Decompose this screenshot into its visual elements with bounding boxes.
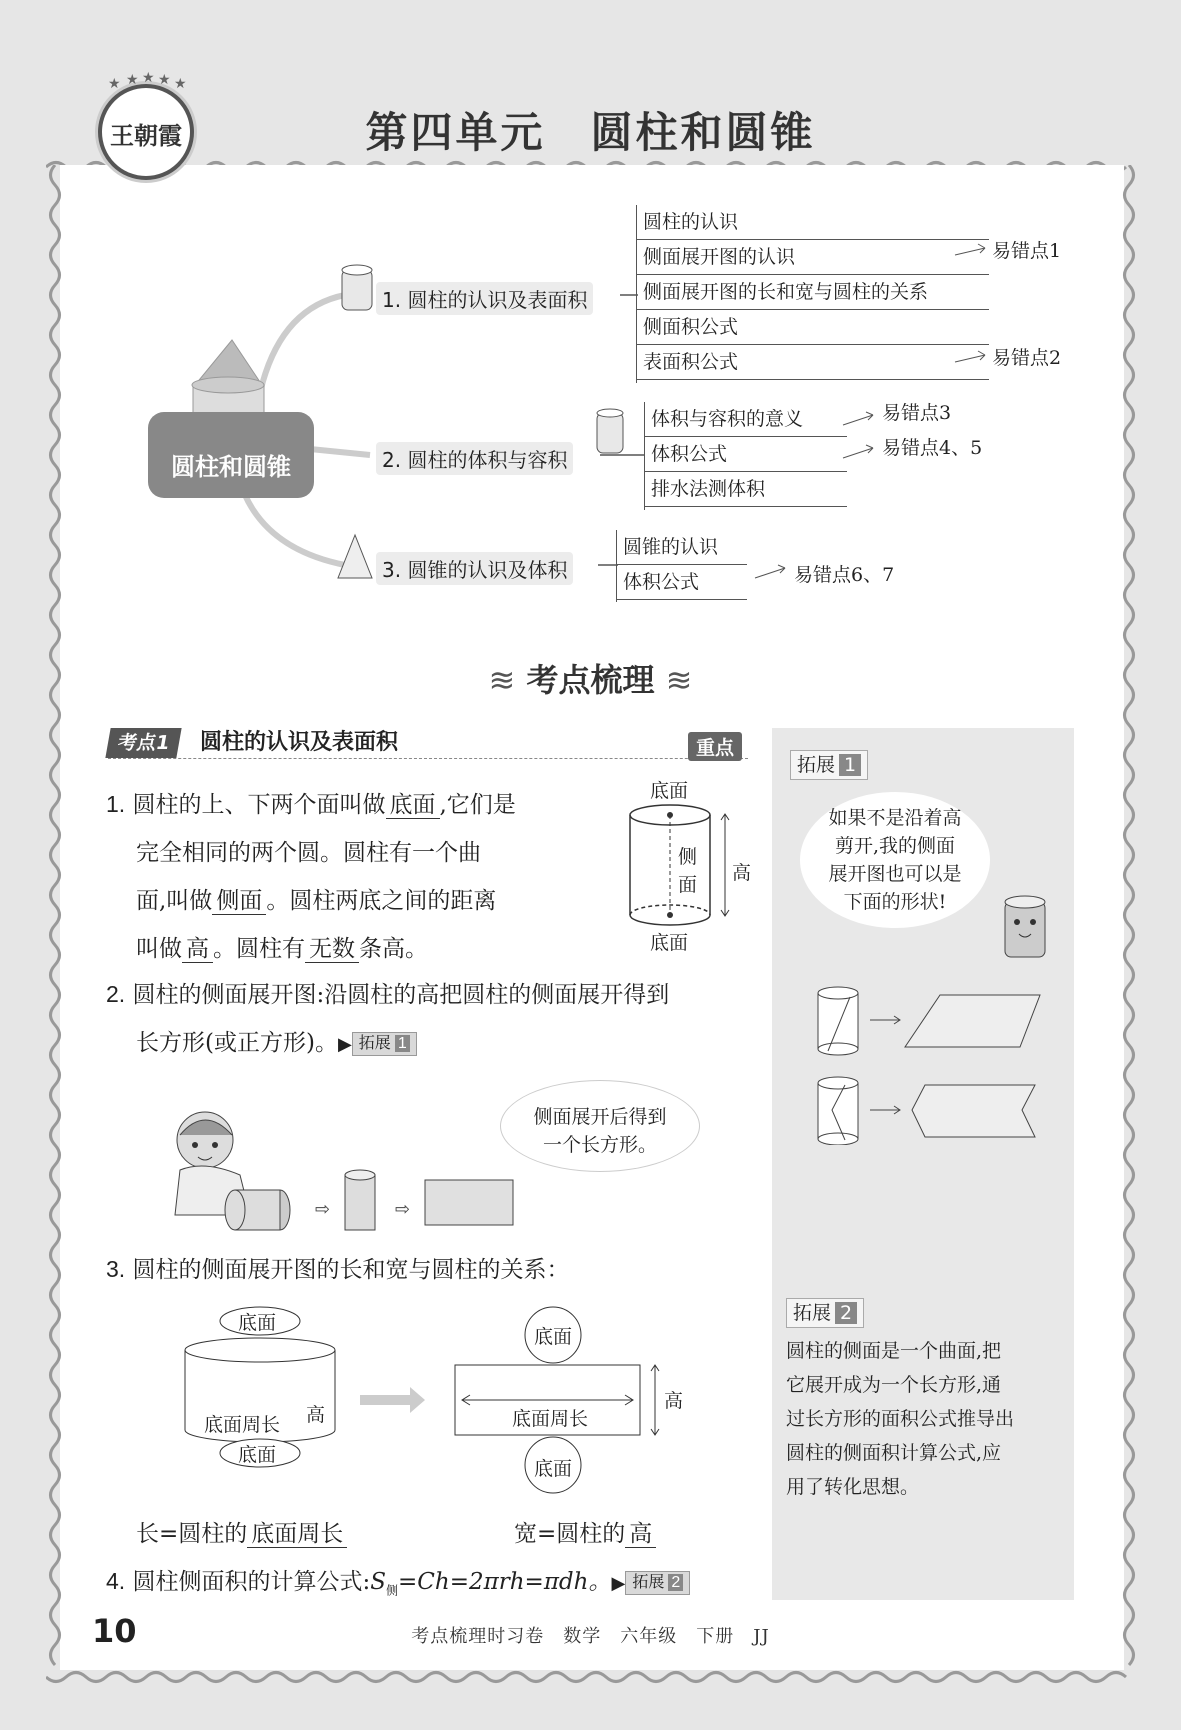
- text: 面,叫做: [136, 888, 213, 914]
- ref-label: 拓展: [358, 1035, 391, 1052]
- page-number: 10: [92, 1612, 137, 1650]
- star-icon: ★: [142, 70, 155, 86]
- width-equation: [514, 1510, 656, 1558]
- mindmap-leaf: 体积公式: [617, 565, 747, 600]
- extension-ref[interactable]: [625, 1571, 690, 1595]
- bubble-line: 一个长方形。: [542, 1134, 657, 1156]
- sidebar-speech-bubble: [800, 792, 990, 928]
- ref-label: 拓展: [632, 1574, 665, 1591]
- kaodian-tag: 考点1: [105, 728, 182, 758]
- tag-label: 拓展: [797, 754, 836, 776]
- girl-cutting-illustration: [150, 1105, 530, 1235]
- bubble-line: 展开图也可以是: [828, 863, 962, 885]
- cyl-label-height: 高: [732, 862, 752, 884]
- item-number: 4.: [106, 1568, 126, 1594]
- error-point-label: 易错点2: [992, 347, 1062, 369]
- bubble-line: 剪开,我的侧面: [834, 835, 956, 857]
- text: 圆柱的侧面展开图:沿圆柱的高把圆柱的侧面展开得到: [132, 982, 670, 1008]
- text: 圆柱的侧面展开图的长和宽与圆柱的关系：: [132, 1257, 570, 1283]
- extension-2-text: [786, 1334, 1076, 1504]
- answer-blank: 无数: [305, 936, 359, 963]
- text-line: 过长方形的面积公式推导出: [786, 1408, 1015, 1430]
- extension-ref[interactable]: [352, 1032, 417, 1056]
- item-1: [106, 780, 626, 973]
- mindmap-branch-3: 3. 圆锥的认识及体积: [376, 552, 573, 585]
- answer-blank: 底面: [386, 792, 440, 819]
- mindmap-leaf-group-1: [636, 205, 989, 383]
- text: 圆柱侧面积的计算公式:: [132, 1569, 371, 1595]
- star-icon: ★: [108, 76, 121, 92]
- text: ,它们是: [439, 792, 516, 818]
- wave-icon: ≋: [665, 661, 693, 699]
- key-point-badge: 重点: [688, 732, 742, 761]
- mindmap-leaf: 表面积公式: [637, 345, 989, 380]
- bottom-wavy-border: [46, 1668, 1134, 1686]
- kaodian-divider: [108, 758, 748, 759]
- text-line: 用了转化思想。: [786, 1476, 920, 1498]
- ref-num: 2: [668, 1574, 683, 1591]
- answer-blank: 侧面: [212, 888, 266, 915]
- mindmap-leaf: 侧面展开图的长和宽与圆柱的关系: [637, 275, 989, 310]
- extension-tag-2: [786, 1298, 864, 1328]
- mindmap-leaf: 侧面积公式: [637, 310, 989, 345]
- item-number: 2.: [106, 981, 126, 1007]
- play-arrow-icon: ▶: [337, 1034, 352, 1055]
- ref-num: 1: [395, 1035, 410, 1052]
- text: 。圆柱两底之间的距离: [266, 888, 497, 914]
- section-title-text: 考点梳理: [526, 661, 655, 699]
- mindmap-leaf-group-3: [616, 530, 747, 602]
- bubble-line: 侧面展开后得到: [533, 1106, 667, 1128]
- error-point-label: 易错点3: [882, 402, 952, 424]
- fig3-label: 高: [664, 1390, 684, 1412]
- text-line: 它展开成为一个长方形,通: [786, 1374, 1002, 1396]
- mindmap-leaf-group-2: [644, 402, 847, 510]
- text: 条高。: [359, 936, 428, 962]
- svg-text:⇨: ⇨: [395, 1199, 411, 1220]
- item-3: [106, 1245, 766, 1294]
- fig3-label: 高: [306, 1404, 326, 1426]
- tag-num: 2: [835, 1302, 857, 1324]
- wave-icon: ≋: [488, 661, 516, 699]
- item-4: [106, 1557, 786, 1615]
- tag-num: 1: [839, 754, 861, 776]
- star-icon: ★: [126, 72, 139, 88]
- length-equation: [136, 1510, 347, 1558]
- mindmap-branch-1: 1. 圆柱的认识及表面积: [376, 282, 593, 315]
- extension-tag-1: [790, 750, 868, 780]
- error-point-label: 易错点4、5: [882, 437, 983, 459]
- fig3-label: 底面周长: [512, 1408, 589, 1430]
- alternative-unrolls-diagram: [810, 985, 1050, 1145]
- footer-text: 考点梳理时习卷 数学 六年级 下册 JJ: [411, 1626, 770, 1647]
- fig3-label: 底面: [534, 1326, 573, 1348]
- chapter-title: 第四单元 圆柱和圆锥: [365, 108, 816, 157]
- star-icon: ★: [158, 72, 171, 88]
- tag-label: 拓展: [793, 1302, 832, 1324]
- answer-blank: 底面周长: [247, 1521, 347, 1548]
- fig3-label: 底面: [238, 1312, 277, 1334]
- formula-symbol: S: [370, 1569, 387, 1595]
- text: 圆柱的上、下两个面叫做: [132, 792, 386, 818]
- cyl-label-top: 底面: [650, 780, 689, 802]
- section-title: [0, 655, 1181, 701]
- bubble-line: 如果不是沿着高: [828, 807, 962, 829]
- mindmap-root: 圆柱和圆锥: [148, 412, 314, 498]
- logo-text: 王朝霞: [110, 121, 182, 150]
- text: 长方形(或正方形)。: [136, 1030, 338, 1056]
- fig3-label: 底面周长: [204, 1414, 281, 1436]
- text: 完全相同的两个圆。圆柱有一个曲: [136, 840, 481, 866]
- answer-blank: 高: [182, 936, 213, 963]
- star-icon: ★: [174, 76, 187, 92]
- text-line: 圆柱的侧面积计算公式,应: [786, 1442, 1002, 1464]
- error-point-label: 易错点1: [992, 240, 1062, 262]
- mindmap-leaf: 体积公式: [645, 437, 847, 472]
- formula-subscript: 侧: [386, 1583, 399, 1598]
- mindmap-leaf: 排水法测体积: [645, 472, 847, 507]
- cylinder-character: [995, 890, 1055, 970]
- mindmap-leaf: 侧面展开图的认识: [637, 240, 989, 275]
- item-number: 3.: [106, 1256, 126, 1282]
- answer-blank: 高: [625, 1521, 656, 1548]
- cyl-label-side2: 面: [678, 874, 698, 896]
- item-2: [106, 970, 766, 1069]
- kaodian-title: 圆柱的认识及表面积: [200, 730, 399, 755]
- error-point-label: 易错点6、7: [794, 564, 895, 586]
- mindmap-leaf: 体积与容积的意义: [645, 402, 847, 437]
- mindmap-branch-2: 2. 圆柱的体积与容积: [376, 442, 573, 475]
- fig3-label: 底面: [238, 1444, 277, 1466]
- play-arrow-icon: ▶: [611, 1573, 626, 1594]
- formula-text: =Ch=2πrh=πdh。: [398, 1569, 612, 1595]
- svg-text:⇨: ⇨: [315, 1199, 331, 1220]
- text: 长=圆柱的: [136, 1521, 248, 1547]
- text: 宽=圆柱的: [514, 1521, 626, 1547]
- cyl-label-side: 侧: [678, 846, 698, 868]
- speech-bubble: [500, 1080, 700, 1172]
- text-line: 圆柱的侧面是一个曲面,把: [786, 1340, 1002, 1362]
- text: 。圆柱有: [213, 936, 305, 962]
- mindmap-leaf: 圆柱的认识: [637, 205, 989, 240]
- fig3-label: 底面: [534, 1458, 573, 1480]
- item-number: 1.: [106, 791, 126, 817]
- bubble-line: 下面的形状!: [843, 891, 947, 913]
- mindmap-leaf: 圆锥的认识: [617, 530, 747, 565]
- text: 叫做: [136, 936, 182, 962]
- cyl-label-bottom: 底面: [650, 932, 689, 954]
